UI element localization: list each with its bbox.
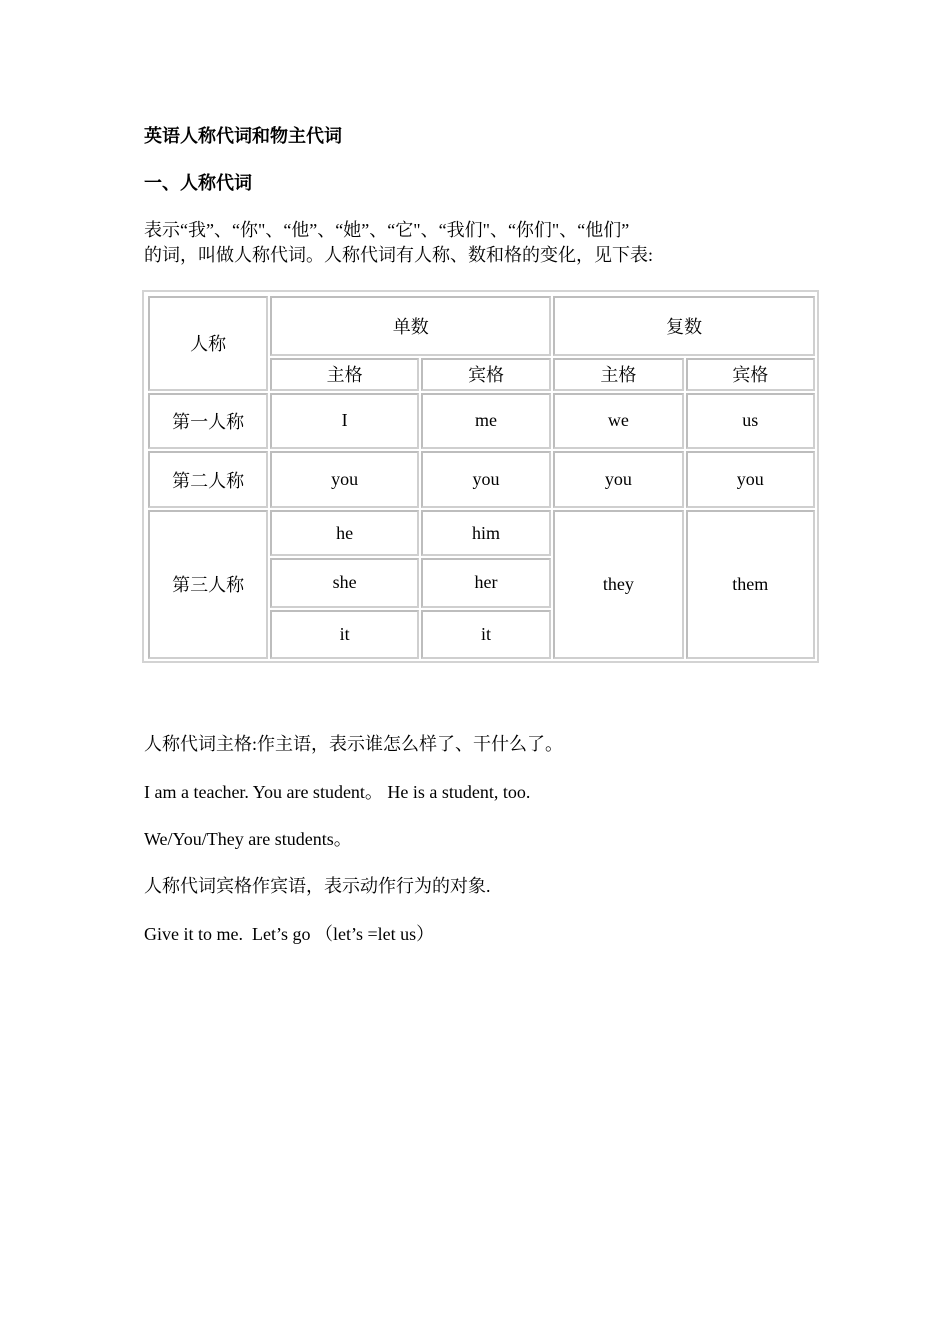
- table-cell: you: [686, 451, 815, 508]
- table-cell: it: [421, 610, 551, 659]
- pronoun-table-frame: [142, 290, 819, 663]
- table-cell: she: [270, 558, 418, 607]
- header-plural-cell: 复数: [553, 296, 815, 356]
- header-person-cell: 人称: [148, 296, 268, 391]
- pronoun-table: [146, 294, 817, 661]
- table-cell: us: [686, 393, 815, 450]
- subheader-cell: 主格: [553, 358, 683, 391]
- table-cell: he: [270, 510, 418, 556]
- subheader-cell: 宾格: [686, 358, 815, 391]
- table-cell: them: [686, 510, 815, 659]
- table-row: [148, 451, 815, 508]
- table-row: [148, 510, 815, 556]
- table-cell: they: [553, 510, 683, 659]
- table-cell: it: [270, 610, 418, 659]
- person-cell: 第一人称: [148, 393, 268, 450]
- table-cell: him: [421, 510, 551, 556]
- table-cell: you: [270, 451, 418, 508]
- person-cell: 第三人称: [148, 510, 268, 659]
- example-sentence: Give it to me. Let’s go （let’s =let us）: [144, 924, 435, 944]
- header-singular-cell: 单数: [270, 296, 551, 356]
- document-title: 英语人称代词和物主代词: [144, 126, 342, 146]
- table-header-row: [148, 296, 815, 356]
- table-cell: you: [421, 451, 551, 508]
- table-cell: you: [553, 451, 683, 508]
- table-cell: me: [421, 393, 551, 450]
- intro-line: 的词，叫做人称代词。人称代词有人称、数和格的变化，见下表:: [144, 245, 653, 265]
- subheader-cell: 宾格: [421, 358, 551, 391]
- person-cell: 第二人称: [148, 451, 268, 508]
- table-cell: I: [270, 393, 418, 450]
- intro-paragraph: [144, 218, 804, 268]
- table-cell: we: [553, 393, 683, 450]
- example-sentence: I am a teacher. You are student。 He is a student, too.: [144, 782, 531, 802]
- intro-line: 表示“我”、“你"、“他”、“她”、“它"、“我们"、“你们"、“他们”: [144, 220, 630, 240]
- subheader-cell: 主格: [270, 358, 418, 391]
- table-cell: her: [421, 558, 551, 607]
- body-paragraph: 人称代词宾格作宾语，表示动作行为的对象.: [144, 876, 491, 896]
- example-sentence: We/You/They are students。: [144, 829, 352, 849]
- table-row: [148, 393, 815, 450]
- section-heading: 一、人称代词: [144, 173, 252, 193]
- body-paragraph: 人称代词主格:作主语，表示谁怎么样了、干什么了。: [144, 734, 563, 754]
